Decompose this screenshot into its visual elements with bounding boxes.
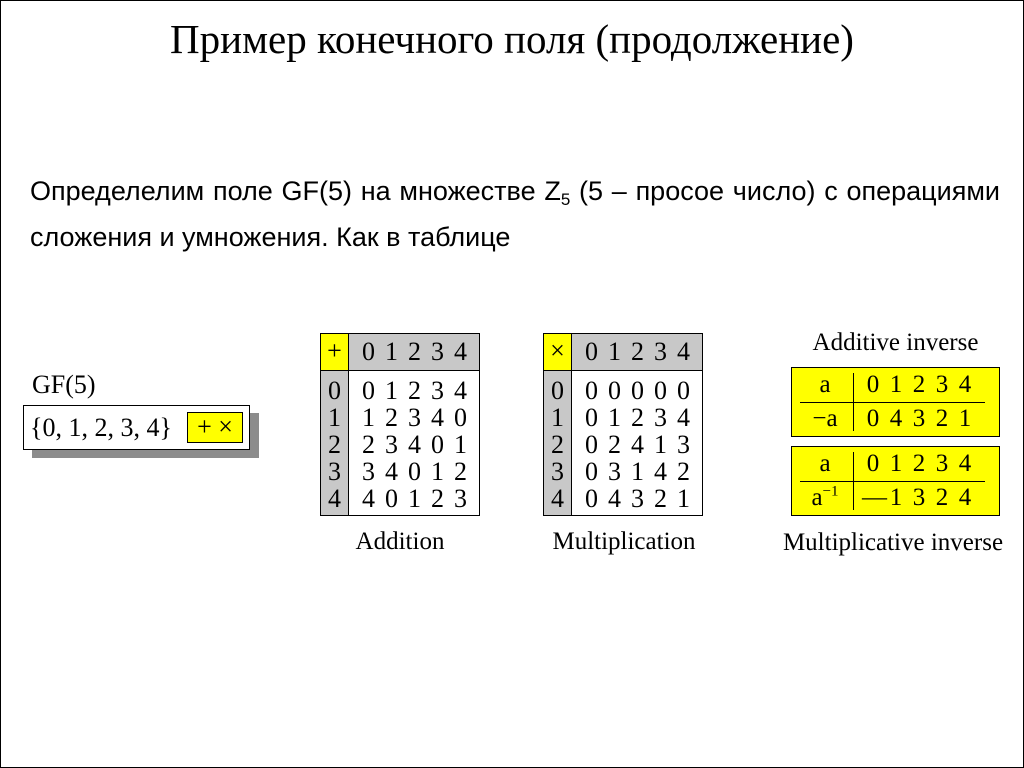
addition-cell: 4 bbox=[431, 403, 444, 432]
multiplicative_inverse-value-top: 2 bbox=[912, 450, 926, 477]
addition-cell: 2 bbox=[431, 484, 444, 513]
gf-label: GF(5) bbox=[32, 370, 96, 399]
multiplication-cell: 4 bbox=[677, 403, 690, 432]
multiplicative_inverse-value-bottom: — bbox=[862, 484, 887, 511]
additive-inverse-title: Additive inverse bbox=[812, 329, 979, 356]
addition-cell: 3 bbox=[408, 403, 421, 432]
addition-col-header: 3 bbox=[431, 337, 444, 366]
additive_inverse-value-bottom: 0 bbox=[866, 405, 880, 432]
addition-col-header: 0 bbox=[362, 337, 375, 366]
addition-cell: 3 bbox=[454, 484, 467, 513]
multiplication-col-header: 4 bbox=[677, 337, 690, 366]
multiplication-row-header: 1 bbox=[551, 403, 564, 432]
multiplication-cell: 1 bbox=[631, 457, 644, 486]
intro-text-part2: (5 – просое число) с операциями сложения и умножения. Как в таблице bbox=[30, 176, 1000, 252]
multiplication-cell: 0 bbox=[585, 457, 598, 486]
addition-cell: 3 bbox=[362, 457, 375, 486]
addition-cell: 3 bbox=[431, 376, 444, 405]
addition-row-header: 3 bbox=[328, 457, 341, 486]
multiplication-cell: 0 bbox=[585, 484, 598, 513]
additive_inverse-value-top: 3 bbox=[935, 371, 949, 398]
multiplicative-inverse-table bbox=[791, 446, 1000, 516]
addition-operator: + bbox=[321, 334, 349, 371]
addition-col-header: 2 bbox=[408, 337, 421, 366]
addition-row-header: 4 bbox=[328, 484, 341, 513]
multiplication-cell: 3 bbox=[608, 457, 621, 486]
intro-paragraph bbox=[30, 168, 1000, 260]
slide-title: Пример конечного поля (продолжение) bbox=[170, 16, 854, 62]
multiplication-cell: 0 bbox=[631, 376, 644, 405]
addition-cell: 0 bbox=[431, 430, 444, 459]
multiplication-row-header: 0 bbox=[551, 376, 564, 405]
a-inv-base: a bbox=[811, 484, 823, 511]
multiplication-cell: 0 bbox=[585, 403, 598, 432]
multiplication-row-header: 2 bbox=[551, 430, 564, 459]
addition-caption: Addition bbox=[355, 528, 445, 555]
intro-subscript: 5 bbox=[560, 190, 571, 209]
additive_inverse-value-bottom: 4 bbox=[889, 405, 903, 432]
multiplication-cell: 1 bbox=[677, 484, 690, 513]
multiplication-table bbox=[543, 333, 703, 516]
gf-set: {0, 1, 2, 3, 4} bbox=[30, 413, 172, 442]
additive-inverse-label-a: a bbox=[819, 371, 831, 398]
addition-cell: 1 bbox=[362, 403, 375, 432]
multiplicative-inverse-divider-h bbox=[800, 481, 985, 482]
multiplication-row-header: 4 bbox=[551, 484, 564, 513]
additive_inverse-value-top: 1 bbox=[889, 371, 903, 398]
additive_inverse-value-top: 0 bbox=[866, 371, 880, 398]
multiplicative_inverse-value-bottom: 4 bbox=[958, 484, 972, 511]
gf-box bbox=[23, 405, 250, 450]
multiplication-col-header: 1 bbox=[608, 337, 621, 366]
addition-col-header: 1 bbox=[385, 337, 398, 366]
additive-inverse-divider-h bbox=[800, 402, 985, 403]
addition-cell: 1 bbox=[408, 484, 421, 513]
additive_inverse-value-bottom: 2 bbox=[935, 405, 949, 432]
multiplicative_inverse-value-top: 1 bbox=[889, 450, 903, 477]
addition-cell: 2 bbox=[362, 430, 375, 459]
multiplicative-inverse-title: Multiplicative inverse bbox=[782, 529, 1004, 556]
multiplication-cell: 1 bbox=[608, 403, 621, 432]
addition-cell: 1 bbox=[385, 376, 398, 405]
multiplication-cell: 2 bbox=[654, 484, 667, 513]
multiplicative_inverse-value-top: 0 bbox=[866, 450, 880, 477]
multiplication-cell: 3 bbox=[631, 484, 644, 513]
addition-col-header: 4 bbox=[454, 337, 467, 366]
additive_inverse-value-bottom: 3 bbox=[912, 405, 926, 432]
a-inv-exponent: −1 bbox=[822, 483, 839, 500]
additive-inverse-table bbox=[791, 367, 1000, 437]
addition-cell: 4 bbox=[362, 484, 375, 513]
addition-cell: 1 bbox=[431, 457, 444, 486]
multiplication-cell: 4 bbox=[631, 430, 644, 459]
multiplication-cell: 3 bbox=[654, 403, 667, 432]
multiplication-col-header: 2 bbox=[631, 337, 644, 366]
multiplication-cell: 0 bbox=[585, 430, 598, 459]
additive_inverse-value-bottom: 1 bbox=[958, 405, 972, 432]
multiplicative_inverse-value-bottom: 1 bbox=[889, 484, 903, 511]
addition-row-header: 0 bbox=[328, 376, 341, 405]
addition-cell: 2 bbox=[408, 376, 421, 405]
addition-cell: 0 bbox=[408, 457, 421, 486]
multiplication-cell: 2 bbox=[677, 457, 690, 486]
additive-inverse-divider-v bbox=[853, 373, 854, 431]
multiplication-cell: 4 bbox=[608, 484, 621, 513]
multiplication-cell: 2 bbox=[608, 430, 621, 459]
multiplicative_inverse-value-bottom: 2 bbox=[935, 484, 949, 511]
multiplicative_inverse-value-top: 3 bbox=[935, 450, 949, 477]
multiplication-row-header: 3 bbox=[551, 457, 564, 486]
multiplication-cell: 3 bbox=[677, 430, 690, 459]
addition-cell: 3 bbox=[385, 430, 398, 459]
addition-table bbox=[320, 333, 480, 516]
multiplication-cell: 1 bbox=[654, 430, 667, 459]
addition-cell: 0 bbox=[385, 484, 398, 513]
addition-cell: 4 bbox=[454, 376, 467, 405]
multiplicative_inverse-value-bottom: 3 bbox=[912, 484, 926, 511]
multiplicative_inverse-value-top: 4 bbox=[958, 450, 972, 477]
addition-cell: 2 bbox=[385, 403, 398, 432]
multiplication-caption: Multiplication bbox=[552, 528, 696, 555]
addition-row-header: 2 bbox=[328, 430, 341, 459]
addition-cell: 1 bbox=[454, 430, 467, 459]
multiplication-cell: 0 bbox=[654, 376, 667, 405]
multiplication-col-header: 3 bbox=[654, 337, 667, 366]
multiplication-cell: 0 bbox=[585, 376, 598, 405]
multiplicative-inverse-label-a-inv bbox=[800, 483, 850, 513]
multiplication-cell: 2 bbox=[631, 403, 644, 432]
additive-inverse-label-minus-a: −a bbox=[812, 405, 838, 432]
addition-cell: 4 bbox=[408, 430, 421, 459]
intro-text-part1: Определелим поле GF(5) на множестве Z bbox=[30, 176, 561, 206]
addition-cell: 0 bbox=[362, 376, 375, 405]
addition-cell: 2 bbox=[454, 457, 467, 486]
addition-cell: 0 bbox=[454, 403, 467, 432]
multiplication-operator: × bbox=[544, 334, 572, 371]
multiplicative-inverse-label-a: a bbox=[819, 450, 831, 477]
additive_inverse-value-top: 4 bbox=[958, 371, 972, 398]
multiplication-cell: 0 bbox=[677, 376, 690, 405]
multiplicative-inverse-divider-v bbox=[853, 452, 854, 510]
addition-cell: 4 bbox=[385, 457, 398, 486]
multiplication-cell: 4 bbox=[654, 457, 667, 486]
multiplication-cell: 0 bbox=[608, 376, 621, 405]
addition-row-header: 1 bbox=[328, 403, 341, 432]
additive_inverse-value-top: 2 bbox=[912, 371, 926, 398]
multiplication-col-header: 0 bbox=[585, 337, 598, 366]
gf-operations: + × bbox=[187, 412, 243, 443]
